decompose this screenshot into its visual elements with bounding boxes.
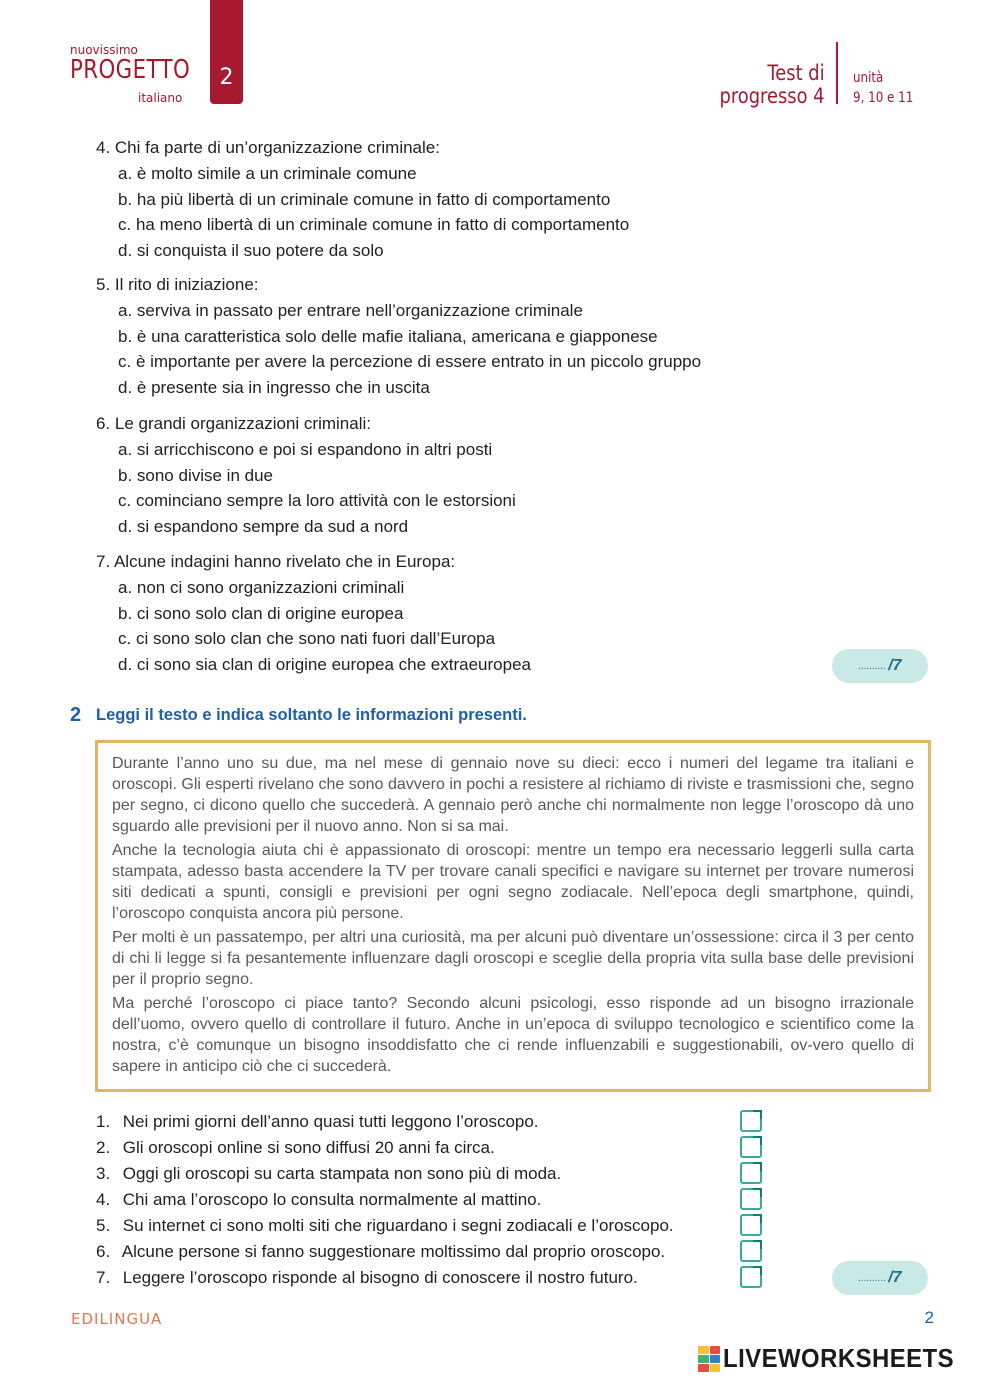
brand-sub: italiano xyxy=(138,91,183,105)
statement-checkbox-7[interactable] xyxy=(740,1266,762,1288)
statement-checkbox-1[interactable] xyxy=(740,1110,762,1132)
statement-number: 1. xyxy=(96,1112,111,1131)
statement-number: 2. xyxy=(96,1138,111,1157)
statement-number: 3. xyxy=(96,1164,111,1183)
statement-text: Leggere l’oroscopo risponde al bisogno di conoscere il nostro futuro. xyxy=(122,1268,638,1287)
answer-option[interactable]: d. si espandono sempre da sud a nord xyxy=(118,517,409,537)
score-dots: .......... xyxy=(858,1272,887,1284)
units-line2: 9, 10 e 11 xyxy=(853,90,914,106)
section-instruction: Leggi il testo e indica soltanto le informazioni presenti. xyxy=(96,706,527,724)
test-title-line1: Test di xyxy=(767,61,825,85)
answer-option[interactable]: b. è una caratteristica solo delle mafie italiana, americana e giapponese xyxy=(118,326,658,346)
volume-number: 2 xyxy=(219,65,234,90)
reading-paragraph: Per molti è un passatempo, per altri una curiosità, ma per alcuni può diventare un’ossessione: circa il 3 per cento di chi li legge si fa pesantemente influenzare dagli oroscopi e sceglie della propria vita sulla base delle previsioni per il proprio segno. xyxy=(112,929,914,988)
test-title-line2: progresso 4 xyxy=(719,84,825,108)
score-total: /7 xyxy=(888,657,902,674)
units-label xyxy=(853,68,924,108)
statement-item xyxy=(96,1239,674,1265)
statement-text: Gli oroscopi online si sono diffusi 20 anni fa circa. xyxy=(122,1138,495,1157)
question-title: 6. Le grandi organizzazioni criminali: xyxy=(96,414,371,433)
answer-option[interactable]: d. si conquista il suo potere da solo xyxy=(118,241,384,261)
answer-option[interactable]: c. cominciano sempre la loro attività con le estorsioni xyxy=(118,491,516,511)
statement-checkbox-6[interactable] xyxy=(740,1240,762,1262)
answer-option[interactable]: a. serviva in passato per entrare nell’organizzazione criminale xyxy=(118,301,583,320)
brand-main: PROGETTO xyxy=(70,55,191,85)
score-badge-section1 xyxy=(832,649,928,683)
statement-number: 5. xyxy=(96,1216,111,1235)
statement-item xyxy=(96,1161,674,1187)
header-divider xyxy=(836,42,838,104)
statement-checkbox-2[interactable] xyxy=(740,1136,762,1158)
test-title xyxy=(701,62,825,108)
question-6 xyxy=(96,411,516,540)
volume-tab xyxy=(210,0,243,104)
statement-text: Alcune persone si fanno suggestionare moltissimo dal proprio oroscopo. xyxy=(121,1242,666,1261)
score-badge-section2 xyxy=(832,1261,928,1295)
question-title: 5. Il rito di iniziazione: xyxy=(96,275,259,294)
answer-option[interactable]: b. ha più libertà di un criminale comune in fatto di comportamento xyxy=(118,189,611,209)
answer-option[interactable]: a. si arricchiscono e poi si espandono in altri posti xyxy=(118,440,493,459)
answer-option[interactable]: d. ci sono sia clan di origine europea che extraeuropea xyxy=(118,655,531,675)
publisher-logo: EDILINGUA xyxy=(71,1310,163,1328)
statement-number: 4. xyxy=(96,1190,111,1209)
statement-text: Nei primi giorni dell’anno quasi tutti leggono l’oroscopo. xyxy=(122,1112,539,1131)
question-title: 7. Alcune indagini hanno rivelato che in Europa: xyxy=(96,552,456,571)
statement-text: Su internet ci sono molti siti che riguardano i segni zodiacali e l’oroscopo. xyxy=(122,1216,674,1235)
statement-list xyxy=(96,1109,674,1291)
statement-text: Oggi gli oroscopi su carta stampata non sono più di moda. xyxy=(122,1164,562,1183)
liveworksheets-icon xyxy=(698,1346,720,1372)
question-4 xyxy=(96,135,629,264)
answer-option[interactable]: a. è molto simile a un criminale comune xyxy=(118,164,417,183)
statement-item xyxy=(96,1265,674,1291)
statement-checkbox-4[interactable] xyxy=(740,1188,762,1210)
brand-logo xyxy=(70,43,217,105)
score-dots: .......... xyxy=(858,660,887,672)
reading-paragraph: Anche la tecnologia aiuta chi è appassionato di oroscopi: mentre un tempo era necessario leggerli sulla carta stampata, adesso basta accendere la TV per trovare canali specifici e navigare su internet per trovare numerosi siti dedicati a spunti, consigli e previsioni per ogni segno zodiacale. Nell’epoca degli smartphone, quindi, l’oroscopo conquista ancora più persone. xyxy=(112,842,914,922)
statement-item xyxy=(96,1187,674,1213)
statement-checkbox-5[interactable] xyxy=(740,1214,762,1236)
reading-paragraph: Durante l’anno uno su due, ma nel mese di gennaio nove su dieci: ecco i numeri del legame tra italiani e oroscopi. Gli esperti rivelano che sono davvero in pochi a resistere al richiamo di riviste e trasmissioni che, segno per segno, ci dicono quello che succederà. A gennaio però anche chi normalmente non legge l’oroscopo dà uno sguardo alle previsioni per il nuovo anno. Non si sa mai. xyxy=(112,755,914,835)
question-5 xyxy=(96,272,701,401)
statement-number: 7. xyxy=(96,1268,111,1287)
page-number: 2 xyxy=(924,1308,934,1327)
units-line1: unità xyxy=(853,70,884,86)
answer-option[interactable]: a. non ci sono organizzazioni criminali xyxy=(118,578,405,597)
answer-option[interactable]: c. ci sono solo clan che sono nati fuori dall’Europa xyxy=(118,629,496,649)
answer-option[interactable]: b. ci sono solo clan di origine europea xyxy=(118,603,404,623)
watermark-text: LIVEWORKSHEETS xyxy=(723,1343,955,1373)
answer-option[interactable]: d. è presente sia in ingresso che in uscita xyxy=(118,378,430,398)
question-7 xyxy=(96,549,531,678)
statement-checkbox-3[interactable] xyxy=(740,1162,762,1184)
statement-item xyxy=(96,1213,674,1239)
statement-item xyxy=(96,1109,674,1135)
section-number: 2 xyxy=(70,704,82,726)
statement-text: Chi ama l’oroscopo lo consulta normalmente al mattino. xyxy=(122,1190,542,1209)
answer-option[interactable]: b. sono divise in due xyxy=(118,465,273,485)
answer-option[interactable]: c. ha meno libertà di un criminale comune in fatto di comportamento xyxy=(118,215,630,235)
score-total: /7 xyxy=(888,1269,902,1286)
brand-top: nuovissimo xyxy=(70,43,138,57)
liveworksheets-watermark xyxy=(698,1343,974,1374)
statement-item xyxy=(96,1135,674,1161)
statement-number: 6. xyxy=(96,1242,111,1261)
answer-option[interactable]: c. è importante per avere la percezione di essere entrato in un piccolo gruppo xyxy=(118,352,702,372)
reading-paragraph: Ma perché l’oroscopo ci piace tanto? Secondo alcuni psicologi, esso risponde ad un bisogno irrazionale dell’uomo, ovvero quello di controllare il futuro. Anche in un’epoca di sviluppo tecnologico e scientifico come la nostra, c’è comunque un bisogno insoddisfatto che ci rende influenzabili e suggestionabili, ov-vero quello di sapere in anticipo ciò che ci succederà. xyxy=(112,995,914,1075)
question-title: 4. Chi fa parte di un’organizzazione criminale: xyxy=(96,138,440,157)
reading-text-box xyxy=(95,740,931,1092)
